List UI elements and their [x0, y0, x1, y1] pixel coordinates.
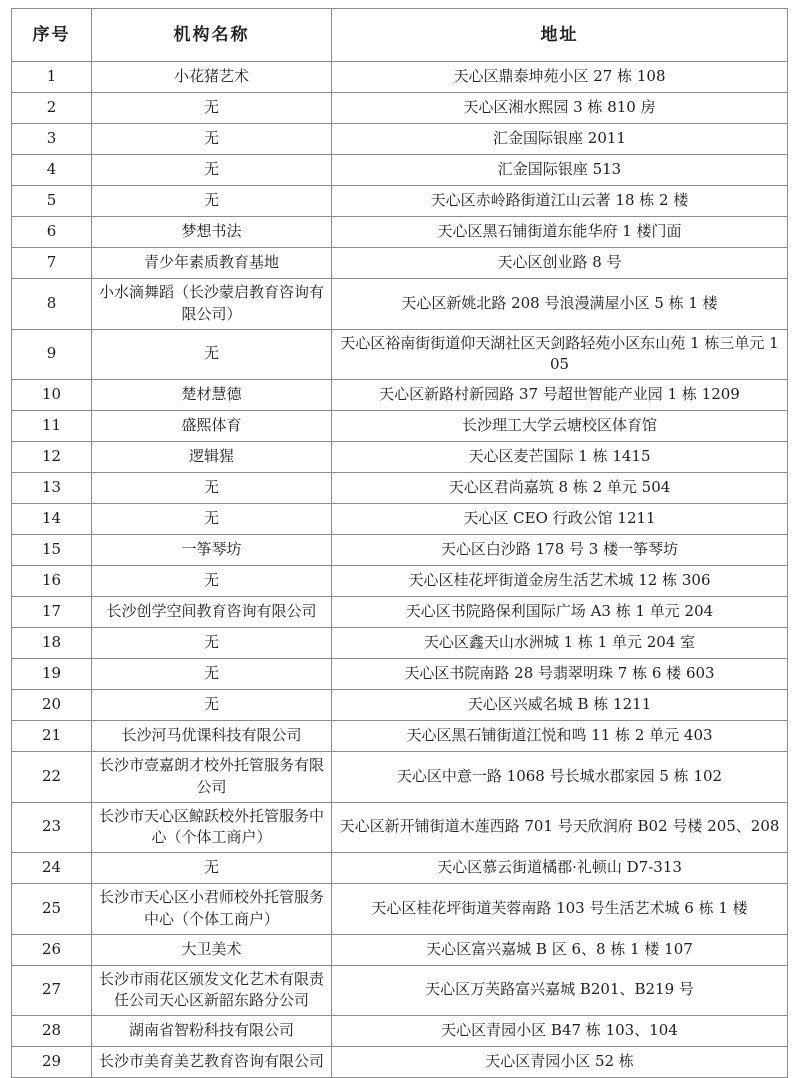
- cell-address: 天心区新路村新园路 37 号超世智能产业园 1 栋 1209: [332, 380, 788, 411]
- cell-address: 天心区兴威名城 B 栋 1211: [332, 690, 788, 721]
- cell-address: 天心区桂花坪街道金房生活艺术城 12 栋 306: [332, 566, 788, 597]
- cell-address: 天心区黑石铺街道东能华府 1 楼门面: [332, 217, 788, 248]
- cell-institution-name: 小水滴舞蹈（长沙蒙启教育咨询有限公司）: [92, 279, 332, 330]
- cell-institution-name: 小花猪艺术: [92, 62, 332, 93]
- table-row: [12, 504, 788, 535]
- table-body: [12, 62, 788, 1078]
- cell-seq: 27: [12, 965, 92, 1016]
- cell-seq: 9: [12, 329, 92, 380]
- cell-seq: 26: [12, 934, 92, 965]
- cell-address: 汇金国际银座 2011: [332, 124, 788, 155]
- cell-seq: 23: [12, 802, 92, 853]
- institutions-table: [11, 8, 788, 1078]
- cell-seq: 16: [12, 566, 92, 597]
- table-row: [12, 965, 788, 1016]
- cell-institution-name: 无: [92, 504, 332, 535]
- table-row: [12, 62, 788, 93]
- cell-institution-name: 逻辑猩: [92, 442, 332, 473]
- cell-seq: 10: [12, 380, 92, 411]
- cell-institution-name: 长沙创学空间教育咨询有限公司: [92, 597, 332, 628]
- cell-address: 天心区新姚北路 208 号浪漫满屋小区 5 栋 1 楼: [332, 279, 788, 330]
- table-row: [12, 473, 788, 504]
- cell-address: 天心区黑石铺街道江悦和鸣 11 栋 2 单元 403: [332, 721, 788, 752]
- table-header: [12, 9, 788, 62]
- cell-seq: 28: [12, 1016, 92, 1047]
- cell-institution-name: 无: [92, 329, 332, 380]
- cell-address: 天心区中意一路 1068 号长城水郡家园 5 栋 102: [332, 752, 788, 803]
- cell-address: 天心区富兴嘉城 B 区 6、8 栋 1 楼 107: [332, 934, 788, 965]
- cell-seq: 18: [12, 628, 92, 659]
- cell-seq: 11: [12, 411, 92, 442]
- cell-address: 天心区创业路 8 号: [332, 248, 788, 279]
- cell-address: 天心区君尚嘉筑 8 栋 2 单元 504: [332, 473, 788, 504]
- cell-address: 天心区裕南街街道仰天湖社区天剑路轻苑小区东山苑 1 栋三单元 105: [332, 329, 788, 380]
- cell-seq: 6: [12, 217, 92, 248]
- cell-address: 天心区赤岭路街道江山云著 18 栋 2 楼: [332, 186, 788, 217]
- cell-seq: 8: [12, 279, 92, 330]
- cell-address: 天心区书院南路 28 号翡翠明珠 7 栋 6 楼 603: [332, 659, 788, 690]
- cell-institution-name: 无: [92, 628, 332, 659]
- cell-institution-name: 长沙市天心区小君师校外托管服务中心（个体工商户）: [92, 884, 332, 935]
- column-header-seq: 序号: [12, 9, 92, 62]
- table-row: [12, 124, 788, 155]
- cell-institution-name: 无: [92, 853, 332, 884]
- cell-address: 天心区桂花坪街道芙蓉南路 103 号生活艺术城 6 栋 1 楼: [332, 884, 788, 935]
- cell-institution-name: 长沙市天心区鲸跃校外托管服务中心（个体工商户）: [92, 802, 332, 853]
- cell-institution-name: 无: [92, 124, 332, 155]
- cell-institution-name: 长沙市雨花区颁发文化艺术有限责任公司天心区新韶东路分公司: [92, 965, 332, 1016]
- cell-seq: 5: [12, 186, 92, 217]
- cell-seq: 12: [12, 442, 92, 473]
- cell-address: 天心区慕云街道橘郡·礼顿山 D7-313: [332, 853, 788, 884]
- cell-institution-name: 长沙河马优课科技有限公司: [92, 721, 332, 752]
- table-row: [12, 380, 788, 411]
- table-row: [12, 934, 788, 965]
- table-row: [12, 1047, 788, 1078]
- cell-institution-name: 大卫美术: [92, 934, 332, 965]
- table-row: [12, 884, 788, 935]
- table-row: [12, 566, 788, 597]
- table-row: [12, 329, 788, 380]
- table-header-row: [12, 9, 788, 62]
- cell-address: 长沙理工大学云塘校区体育馆: [332, 411, 788, 442]
- table-row: [12, 721, 788, 752]
- table-row: [12, 1016, 788, 1047]
- cell-address: 天心区麦芒国际 1 栋 1415: [332, 442, 788, 473]
- cell-institution-name: 无: [92, 473, 332, 504]
- cell-institution-name: 无: [92, 155, 332, 186]
- cell-seq: 29: [12, 1047, 92, 1078]
- cell-seq: 13: [12, 473, 92, 504]
- cell-seq: 24: [12, 853, 92, 884]
- cell-seq: 14: [12, 504, 92, 535]
- table-row: [12, 186, 788, 217]
- cell-seq: 2: [12, 93, 92, 124]
- column-header-name: 机构名称: [92, 9, 332, 62]
- cell-seq: 7: [12, 248, 92, 279]
- cell-address: 天心区 CEO 行政公馆 1211: [332, 504, 788, 535]
- cell-seq: 25: [12, 884, 92, 935]
- cell-seq: 1: [12, 62, 92, 93]
- table-row: [12, 279, 788, 330]
- table-row: [12, 442, 788, 473]
- cell-address: 天心区湘水熙园 3 栋 810 房: [332, 93, 788, 124]
- cell-address: 天心区鼎泰坤苑小区 27 栋 108: [332, 62, 788, 93]
- cell-institution-name: 楚材慧德: [92, 380, 332, 411]
- cell-address: 天心区万芙路富兴嘉城 B201、B219 号: [332, 965, 788, 1016]
- cell-institution-name: 盛熙体育: [92, 411, 332, 442]
- cell-seq: 21: [12, 721, 92, 752]
- table-row: [12, 535, 788, 566]
- cell-address: 天心区鑫天山水洲城 1 栋 1 单元 204 室: [332, 628, 788, 659]
- table-row: [12, 752, 788, 803]
- cell-institution-name: 无: [92, 690, 332, 721]
- cell-seq: 4: [12, 155, 92, 186]
- cell-seq: 20: [12, 690, 92, 721]
- table-row: [12, 802, 788, 853]
- cell-seq: 17: [12, 597, 92, 628]
- cell-address: 汇金国际银座 513: [332, 155, 788, 186]
- cell-institution-name: 湖南省智粉科技有限公司: [92, 1016, 332, 1047]
- cell-seq: 15: [12, 535, 92, 566]
- cell-institution-name: 一筝琴坊: [92, 535, 332, 566]
- cell-institution-name: 长沙市壹嘉朗才校外托管服务有限公司: [92, 752, 332, 803]
- table-row: [12, 93, 788, 124]
- cell-institution-name: 梦想书法: [92, 217, 332, 248]
- table-row: [12, 411, 788, 442]
- table-row: [12, 690, 788, 721]
- cell-address: 天心区书院路保利国际广场 A3 栋 1 单元 204: [332, 597, 788, 628]
- cell-seq: 22: [12, 752, 92, 803]
- cell-seq: 19: [12, 659, 92, 690]
- table-row: [12, 597, 788, 628]
- cell-address: 天心区青园小区 52 栋: [332, 1047, 788, 1078]
- cell-institution-name: 长沙市美育美艺教育咨询有限公司: [92, 1047, 332, 1078]
- cell-address: 天心区新开铺街道木莲西路 701 号天欣润府 B02 号楼 205、208: [332, 802, 788, 853]
- cell-institution-name: 无: [92, 659, 332, 690]
- table-row: [12, 659, 788, 690]
- cell-institution-name: 无: [92, 566, 332, 597]
- cell-institution-name: 青少年素质教育基地: [92, 248, 332, 279]
- table-row: [12, 853, 788, 884]
- table-row: [12, 155, 788, 186]
- cell-institution-name: 无: [92, 93, 332, 124]
- cell-seq: 3: [12, 124, 92, 155]
- column-header-addr: 地址: [332, 9, 788, 62]
- table-row: [12, 628, 788, 659]
- table-row: [12, 217, 788, 248]
- cell-institution-name: 无: [92, 186, 332, 217]
- cell-address: 天心区白沙路 178 号 3 楼一筝琴坊: [332, 535, 788, 566]
- table-row: [12, 248, 788, 279]
- cell-address: 天心区青园小区 B47 栋 103、104: [332, 1016, 788, 1047]
